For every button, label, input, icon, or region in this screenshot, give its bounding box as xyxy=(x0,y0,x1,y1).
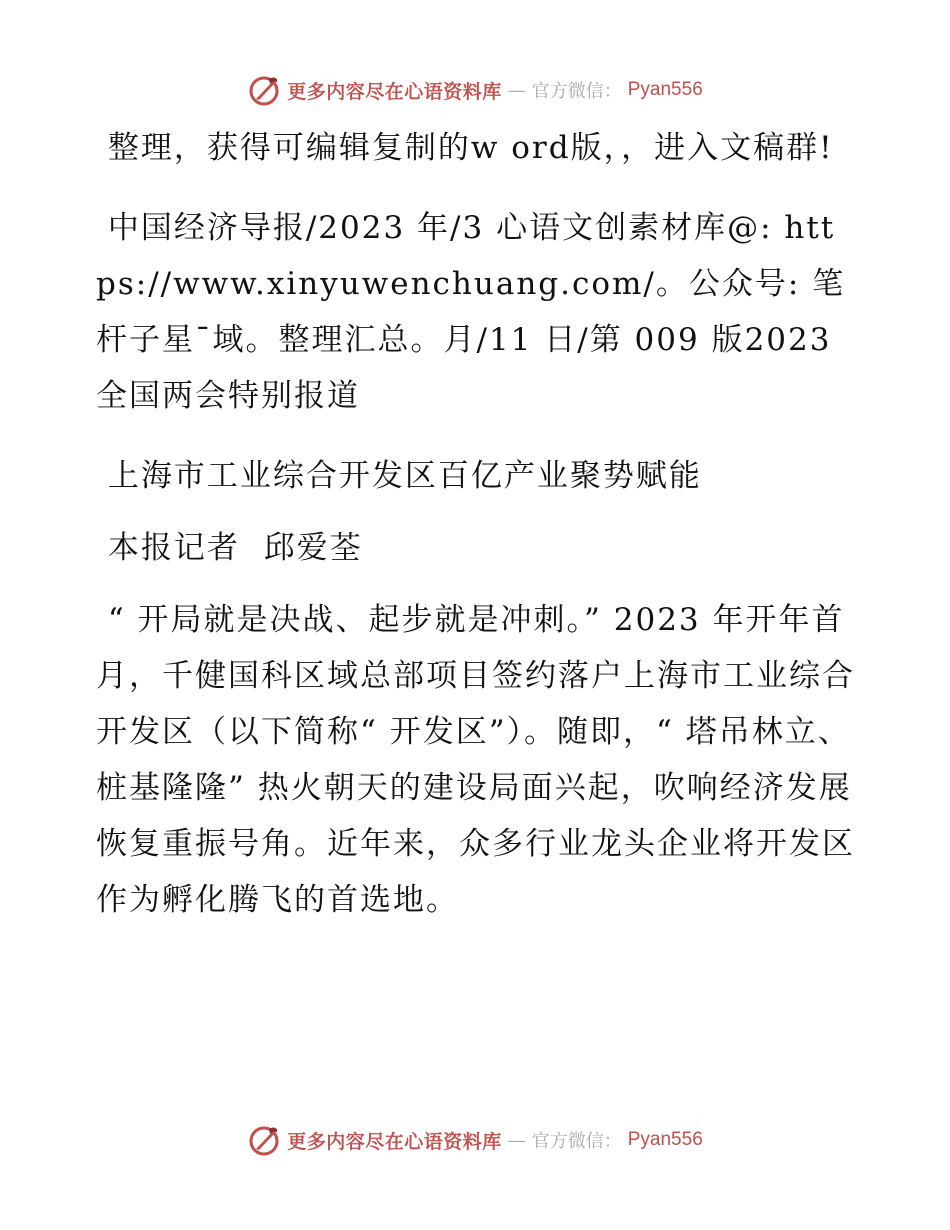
footer-wechat-id: Pyan556 xyxy=(627,1129,703,1150)
intro-paragraph: 整理，获得可编辑复制的w ord版，，进入文稿群! xyxy=(96,130,834,166)
page-header-banner xyxy=(0,70,950,110)
header-wechat-id: Pyan556 xyxy=(627,79,703,100)
footer-banner-separator: — xyxy=(507,1129,526,1151)
quill-circle-logo-icon xyxy=(247,73,281,107)
footer-banner-subtext: 官方微信： xyxy=(531,1131,622,1152)
header-banner-separator: — xyxy=(507,79,526,101)
article-body-paragraph: “ 开局就是决战、起步就是冲刺。” 2023 年开年首月，千健国科区域总部项目签约落户上海市工业综合开发区（以下简称“ 开发区”）。随即，“ 塔吊林立、桩基隆隆” 热火朝天的建设局面兴起，吹响经济发展恢复重振号角。近年来，众多行业龙头企业将开发区作为孵化腾飞的首选地。 xyxy=(96,602,855,918)
footer-banner-text: 更多内容尽在心语资料库 xyxy=(287,1130,502,1153)
page-footer-banner xyxy=(0,1120,950,1160)
article-headline: 上海市工业综合开发区百亿产业聚势赋能 xyxy=(96,458,702,494)
header-banner-text: 更多内容尽在心语资料库 xyxy=(287,80,502,103)
source-info-paragraph: 中国经济导报/2023 年/3 心语文创素材库@: https://www.xinyuwenchuang.com/。公众号: 笔杆子星¯域。整理汇总。月/11 日/第 009 版2023 全国两会特别报道 xyxy=(96,210,846,414)
header-banner-subtext: 官方微信： xyxy=(531,81,622,102)
document-body xyxy=(96,120,856,952)
quill-circle-logo-icon xyxy=(247,1123,281,1157)
article-byline: 本报记者 邱爱荃 xyxy=(96,530,363,566)
